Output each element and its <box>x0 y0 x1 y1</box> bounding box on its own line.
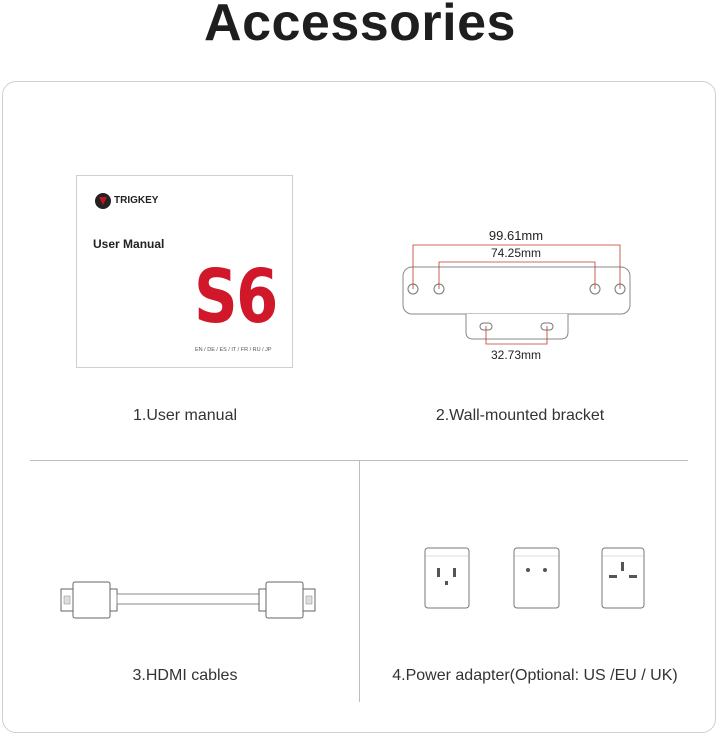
caption-hdmi-cables: 3.HDMI cables <box>132 667 238 684</box>
manual-languages: EN / DE / ES / IT / FR / RU / JP <box>195 347 272 353</box>
dimension-inner-label: 74.25mm <box>490 246 542 260</box>
caption-power-adapter: 4.Power adapter(Optional: US /EU / UK) <box>392 667 678 684</box>
dimension-bottom-label: 32.73mm <box>490 348 542 362</box>
dimension-outer-label: 99.61mm <box>488 228 544 243</box>
manual-title: User Manual <box>93 237 165 251</box>
caption-user-manual: 1.User manual <box>132 407 238 424</box>
brand-name: TRIGKEY <box>114 195 159 206</box>
us-plug-icon <box>425 548 469 608</box>
caption-wall-bracket: 2.Wall-mounted bracket <box>435 407 605 424</box>
model-name: S6 <box>194 254 277 340</box>
uk-plug-icon <box>602 548 644 608</box>
page-title: Accessories <box>204 0 516 52</box>
eu-plug-icon <box>514 548 559 608</box>
